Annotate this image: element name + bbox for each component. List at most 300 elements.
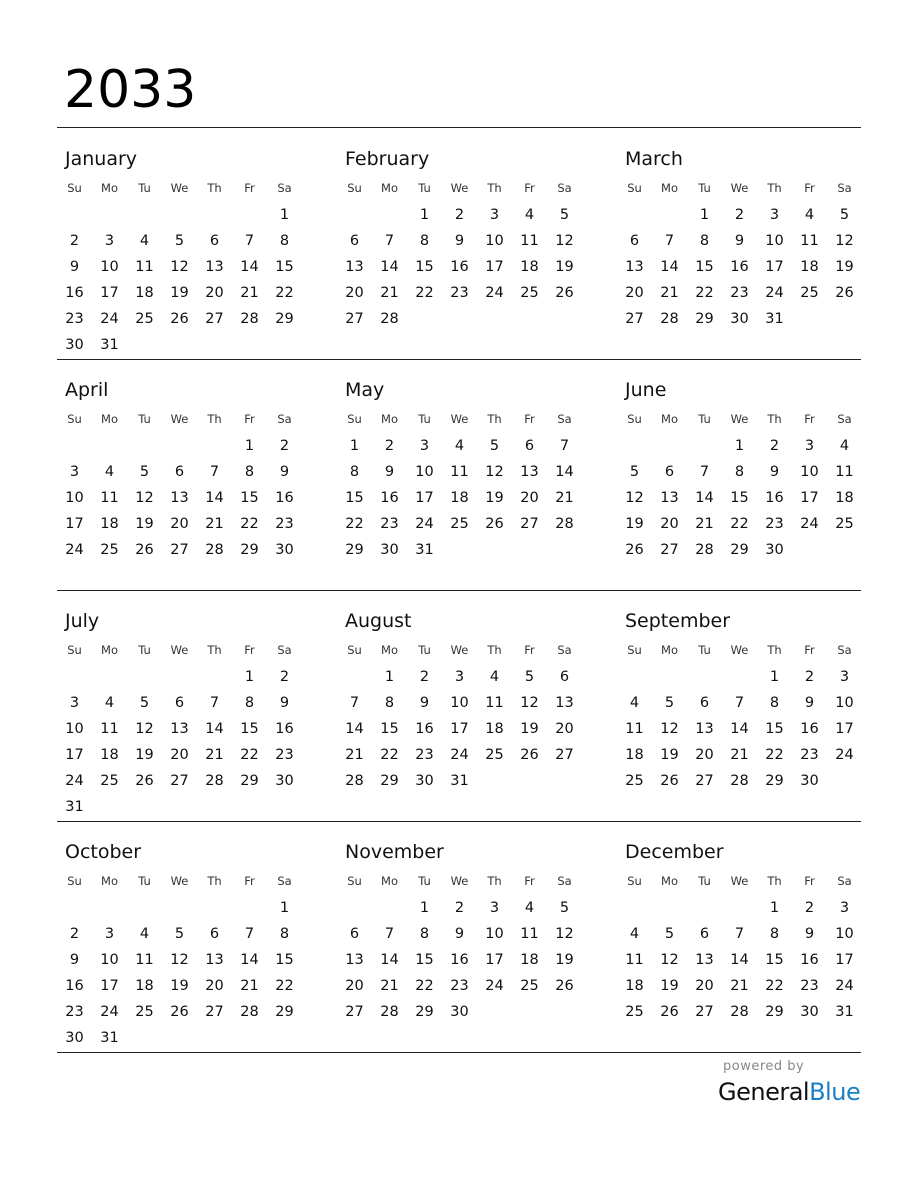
day-cell: 5 [139,464,150,480]
month-february [337,127,617,358]
day-cell: 14 [380,952,399,968]
weekday-header: Fr [524,643,535,657]
day-cell: 15 [415,952,434,968]
day-cell: 29 [275,1004,294,1020]
day-cell: 27 [170,542,189,558]
day-cell: 8 [384,695,395,711]
day-cell: 18 [135,978,154,994]
day-cell: 16 [800,721,819,737]
day-cell: 25 [625,1004,644,1020]
day-cell: 4 [104,464,115,480]
day-cell: 7 [349,695,360,711]
weekday-header: Mo [101,412,118,426]
month-name: September [625,610,731,632]
day-cell: 27 [625,311,644,327]
weekday-header: Mo [661,874,678,888]
day-cell: 27 [695,773,714,789]
day-cell: 28 [240,1004,259,1020]
day-cell: 14 [555,464,574,480]
day-cell: 5 [489,438,500,454]
day-cell: 12 [170,259,189,275]
day-cell: 5 [559,207,570,223]
day-cell: 30 [765,542,784,558]
day-cell: 25 [485,747,504,763]
day-cell: 19 [835,259,854,275]
day-cell: 10 [835,695,854,711]
month-name: April [65,379,109,401]
day-cell: 21 [555,490,574,506]
month-name: January [65,148,138,170]
day-cell: 20 [205,978,224,994]
day-cell: 11 [485,695,504,711]
day-cell: 19 [660,747,679,763]
weekday-header: Fr [804,643,815,657]
day-cell: 12 [135,490,154,506]
day-cell: 8 [734,464,745,480]
day-cell: 29 [415,1004,434,1020]
day-cell: 2 [279,669,290,685]
day-cell: 2 [804,900,815,916]
day-cell: 30 [275,773,294,789]
day-cell: 10 [800,464,819,480]
day-cell: 24 [765,285,784,301]
weekday-header: Th [487,643,502,657]
month-name: August [345,610,412,632]
day-cell: 18 [135,285,154,301]
day-cell: 29 [240,542,259,558]
weekday-header: Mo [381,874,398,888]
day-cell: 3 [804,438,815,454]
day-cell: 5 [524,669,535,685]
day-cell: 25 [135,311,154,327]
day-cell: 17 [100,978,119,994]
weekday-header: We [170,181,189,195]
day-cell: 21 [695,516,714,532]
day-cell: 2 [734,207,745,223]
day-cell: 6 [174,464,185,480]
day-cell: 12 [660,721,679,737]
day-cell: 6 [349,926,360,942]
day-cell: 1 [279,900,290,916]
day-cell: 21 [730,747,749,763]
month-name: November [345,841,444,863]
weekday-header: We [730,874,749,888]
day-cell: 4 [629,926,640,942]
day-cell: 14 [730,952,749,968]
day-cell: 27 [660,542,679,558]
day-cell: 24 [800,516,819,532]
day-cell: 17 [100,285,119,301]
day-cell: 16 [765,490,784,506]
day-cell: 30 [800,773,819,789]
generalblue-logo [718,1076,860,1108]
day-cell: 24 [450,747,469,763]
day-cell: 9 [419,695,430,711]
divider [57,821,861,822]
day-cell: 16 [275,721,294,737]
day-cell: 30 [65,1030,84,1046]
weekday-header: Mo [381,412,398,426]
divider [57,127,861,128]
day-cell: 16 [65,285,84,301]
day-cell: 7 [734,926,745,942]
day-cell: 14 [660,259,679,275]
day-cell: 13 [555,695,574,711]
weekday-header: We [170,643,189,657]
month-june [617,358,897,589]
weekday-header: Tu [698,181,711,195]
day-cell: 3 [489,900,500,916]
day-cell: 19 [170,285,189,301]
day-cell: 6 [174,695,185,711]
weekday-header: We [450,412,469,426]
day-cell: 3 [839,900,850,916]
day-cell: 17 [415,490,434,506]
weekday-header: Mo [381,181,398,195]
day-cell: 28 [660,311,679,327]
day-cell: 8 [244,695,255,711]
weekday-header: Tu [138,412,151,426]
day-cell: 10 [485,233,504,249]
day-cell: 12 [625,490,644,506]
day-cell: 20 [170,516,189,532]
day-cell: 4 [104,695,115,711]
day-cell: 6 [664,464,675,480]
day-cell: 9 [769,464,780,480]
day-cell: 26 [555,285,574,301]
day-cell: 5 [139,695,150,711]
day-cell: 20 [170,747,189,763]
day-cell: 8 [279,233,290,249]
weekday-header: We [730,412,749,426]
day-cell: 20 [625,285,644,301]
day-cell: 1 [349,438,360,454]
day-cell: 19 [555,952,574,968]
day-cell: 27 [345,311,364,327]
day-cell: 8 [279,926,290,942]
logo-blue: Blue [809,1078,861,1106]
day-cell: 3 [454,669,465,685]
day-cell: 15 [345,490,364,506]
day-cell: 29 [240,773,259,789]
weekday-header: We [730,181,749,195]
weekday-header: Tu [138,181,151,195]
weekday-header: Sa [837,412,852,426]
weekday-header: Mo [381,643,398,657]
day-cell: 28 [345,773,364,789]
day-cell: 17 [800,490,819,506]
day-cell: 26 [135,773,154,789]
weekday-header: Mo [101,874,118,888]
day-cell: 1 [384,669,395,685]
weekday-header: We [450,181,469,195]
weekday-header: Fr [524,412,535,426]
day-cell: 24 [100,1004,119,1020]
day-cell: 10 [100,259,119,275]
weekday-header: Tu [698,412,711,426]
day-cell: 7 [664,233,675,249]
day-cell: 9 [804,695,815,711]
day-cell: 8 [699,233,710,249]
day-cell: 13 [520,464,539,480]
day-cell: 7 [244,233,255,249]
day-cell: 30 [65,337,84,353]
day-cell: 17 [485,952,504,968]
day-cell: 10 [485,926,504,942]
year-title: 2033 [64,60,197,120]
weekday-header: Tu [698,643,711,657]
day-cell: 1 [244,438,255,454]
day-cell: 21 [660,285,679,301]
day-cell: 31 [765,311,784,327]
divider [57,1052,861,1053]
divider [57,590,861,591]
day-cell: 28 [205,542,224,558]
day-cell: 18 [100,516,119,532]
day-cell: 24 [415,516,434,532]
day-cell: 6 [209,926,220,942]
day-cell: 8 [769,926,780,942]
day-cell: 7 [734,695,745,711]
day-cell: 22 [730,516,749,532]
day-cell: 14 [205,721,224,737]
day-cell: 20 [520,490,539,506]
day-cell: 25 [835,516,854,532]
day-cell: 13 [205,259,224,275]
weekday-header: Su [627,181,642,195]
weekday-header: Mo [661,181,678,195]
day-cell: 13 [170,490,189,506]
day-cell: 14 [345,721,364,737]
day-cell: 24 [835,747,854,763]
weekday-header: We [450,643,469,657]
day-cell: 3 [104,926,115,942]
day-cell: 6 [349,233,360,249]
day-cell: 11 [100,490,119,506]
day-cell: 23 [65,1004,84,1020]
day-cell: 21 [205,516,224,532]
month-name: October [65,841,142,863]
day-cell: 26 [660,773,679,789]
day-cell: 22 [415,978,434,994]
weekday-header: Mo [101,181,118,195]
day-cell: 6 [524,438,535,454]
weekday-header: Tu [138,643,151,657]
day-cell: 25 [520,978,539,994]
day-cell: 5 [839,207,850,223]
day-cell: 22 [415,285,434,301]
weekday-header: Su [347,643,362,657]
day-cell: 12 [555,926,574,942]
day-cell: 6 [209,233,220,249]
day-cell: 8 [244,464,255,480]
day-cell: 26 [485,516,504,532]
day-cell: 29 [695,311,714,327]
day-cell: 11 [625,721,644,737]
day-cell: 16 [450,952,469,968]
day-cell: 28 [695,542,714,558]
day-cell: 16 [415,721,434,737]
day-cell: 23 [380,516,399,532]
day-cell: 18 [800,259,819,275]
day-cell: 22 [380,747,399,763]
day-cell: 29 [275,311,294,327]
day-cell: 12 [555,233,574,249]
day-cell: 25 [520,285,539,301]
day-cell: 17 [835,952,854,968]
day-cell: 11 [100,721,119,737]
day-cell: 26 [170,311,189,327]
weekday-header: Mo [661,412,678,426]
day-cell: 1 [699,207,710,223]
day-cell: 7 [209,464,220,480]
day-cell: 22 [275,285,294,301]
weekday-header: Tu [418,874,431,888]
day-cell: 8 [419,233,430,249]
day-cell: 25 [800,285,819,301]
day-cell: 8 [769,695,780,711]
day-cell: 7 [699,464,710,480]
weekday-header: Fr [524,181,535,195]
weekday-header: Fr [244,874,255,888]
day-cell: 9 [279,464,290,480]
day-cell: 28 [730,773,749,789]
day-cell: 2 [419,669,430,685]
day-cell: 26 [835,285,854,301]
day-cell: 31 [415,542,434,558]
day-cell: 11 [135,259,154,275]
day-cell: 21 [380,285,399,301]
logo-general: General [718,1078,810,1106]
day-cell: 10 [415,464,434,480]
day-cell: 4 [804,207,815,223]
weekday-header: Sa [837,874,852,888]
day-cell: 14 [380,259,399,275]
day-cell: 15 [240,721,259,737]
day-cell: 24 [65,542,84,558]
day-cell: 18 [520,952,539,968]
weekday-header: Th [207,643,222,657]
weekday-header: Sa [277,874,292,888]
weekday-header: Th [767,181,782,195]
day-cell: 2 [804,669,815,685]
day-cell: 29 [765,773,784,789]
weekday-header: Th [767,643,782,657]
day-cell: 19 [555,259,574,275]
day-cell: 10 [100,952,119,968]
month-name: December [625,841,724,863]
day-cell: 19 [170,978,189,994]
day-cell: 20 [345,285,364,301]
day-cell: 15 [695,259,714,275]
weekday-header: Mo [101,643,118,657]
weekday-header: Th [207,874,222,888]
day-cell: 24 [485,285,504,301]
day-cell: 25 [100,542,119,558]
day-cell: 11 [520,233,539,249]
weekday-header: Th [487,412,502,426]
day-cell: 5 [664,695,675,711]
divider [57,359,861,360]
weekday-header: Su [627,412,642,426]
weekday-header: Fr [244,643,255,657]
day-cell: 9 [454,233,465,249]
day-cell: 7 [384,926,395,942]
day-cell: 3 [489,207,500,223]
day-cell: 14 [730,721,749,737]
weekday-header: Fr [804,181,815,195]
day-cell: 6 [629,233,640,249]
day-cell: 25 [625,773,644,789]
day-cell: 2 [279,438,290,454]
day-cell: 6 [559,669,570,685]
day-cell: 17 [485,259,504,275]
day-cell: 1 [419,207,430,223]
day-cell: 21 [730,978,749,994]
day-cell: 28 [380,311,399,327]
day-cell: 21 [380,978,399,994]
day-cell: 14 [240,952,259,968]
day-cell: 16 [730,259,749,275]
day-cell: 16 [275,490,294,506]
day-cell: 27 [555,747,574,763]
weekday-header: We [170,412,189,426]
day-cell: 15 [415,259,434,275]
day-cell: 29 [345,542,364,558]
day-cell: 12 [135,721,154,737]
day-cell: 20 [345,978,364,994]
day-cell: 23 [65,311,84,327]
day-cell: 12 [170,952,189,968]
day-cell: 23 [275,747,294,763]
day-cell: 1 [244,669,255,685]
day-cell: 27 [520,516,539,532]
day-cell: 30 [380,542,399,558]
day-cell: 18 [100,747,119,763]
day-cell: 18 [520,259,539,275]
day-cell: 6 [699,926,710,942]
day-cell: 26 [135,542,154,558]
day-cell: 23 [450,285,469,301]
day-cell: 24 [100,311,119,327]
day-cell: 9 [804,926,815,942]
weekday-header: Tu [418,643,431,657]
day-cell: 9 [734,233,745,249]
day-cell: 27 [205,1004,224,1020]
day-cell: 31 [450,773,469,789]
day-cell: 26 [520,747,539,763]
day-cell: 11 [835,464,854,480]
day-cell: 2 [769,438,780,454]
month-november [337,820,617,1051]
day-cell: 15 [765,952,784,968]
day-cell: 7 [384,233,395,249]
day-cell: 19 [660,978,679,994]
day-cell: 17 [765,259,784,275]
day-cell: 26 [170,1004,189,1020]
day-cell: 3 [104,233,115,249]
day-cell: 15 [380,721,399,737]
day-cell: 26 [660,1004,679,1020]
day-cell: 7 [559,438,570,454]
day-cell: 27 [205,311,224,327]
weekday-header: Sa [277,412,292,426]
weekday-header: Fr [804,412,815,426]
day-cell: 14 [240,259,259,275]
weekday-header: Su [627,874,642,888]
day-cell: 11 [800,233,819,249]
weekday-header: Su [67,181,82,195]
